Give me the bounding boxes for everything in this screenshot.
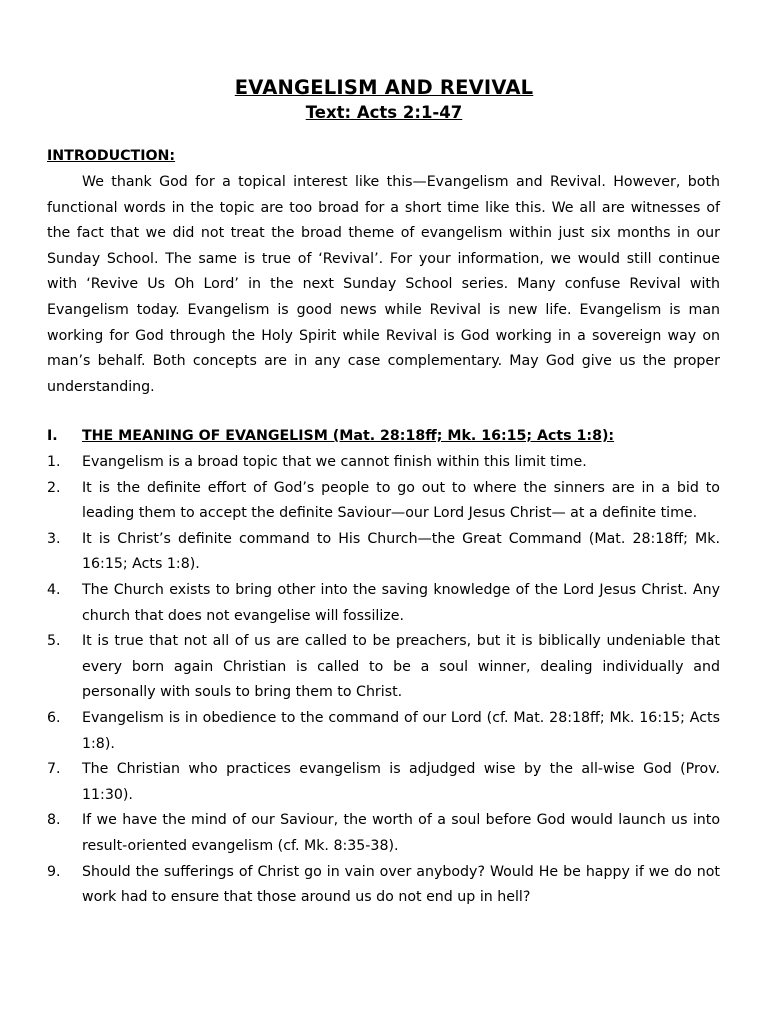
list-item-number: 1. bbox=[47, 454, 61, 470]
document-subtitle: Text: Acts 2:1-47 bbox=[305, 103, 463, 122]
list-item-number: 4. bbox=[47, 581, 61, 598]
introduction-heading: INTRODUCTION: bbox=[47, 148, 176, 164]
list-item-text: The Church exists to bring other into the saving knowledge of the Lord Jesus Christ. Any church that does not evangelise will fossilize. bbox=[82, 581, 720, 624]
list-item-number: 9. bbox=[47, 863, 61, 880]
list-item-number: 7. bbox=[47, 761, 61, 778]
list-item-text: It is true that not all of us are called to be preachers, but it is biblically undeniable that every born again Christian is called to be a soul winner, dealing individually and personally with souls to bring them to Christ. bbox=[82, 633, 720, 701]
section-number: I. bbox=[47, 428, 58, 444]
list-item bbox=[47, 578, 720, 629]
list-item bbox=[47, 476, 720, 527]
list-item-number: 3. bbox=[47, 530, 61, 547]
introduction-paragraph: We thank God for a topical interest like this—Evangelism and Revival. However, both functional words in the topic are too broad for a short time like this. We all are witnesses of the fact that we did not treat the broad theme of evangelism within just six months in our Sunday School. The same is true of ‘Revival’. For your information, we would still continue with ‘Revive Us Oh Lord’ in the next Sunday School series. Many confuse Revival with Evangelism today. Evangelism is good news while Revival is new life. Evangelism is man working for God through the Holy Spirit while Revival is God working in a sovereign way on man’s behalf. Both concepts are in any case complementary. May God give us the proper understanding. bbox=[47, 174, 720, 395]
list-item-text: It is the definite effort of God’s people to go out to where the sinners are in a bid to leading them to accept the definite Saviour—our Lord Jesus Christ— at a definite time. bbox=[82, 479, 720, 522]
list-item bbox=[47, 860, 720, 911]
list-item-text: Evangelism is in obedience to the command of our Lord (cf. Mat. 28:18ff; Mk. 16:15; Acts 1:8). bbox=[82, 709, 720, 752]
section-heading: THE MEANING OF EVANGELISM (Mat. 28:18ff; Mk. 16:15; Acts 1:8): bbox=[82, 428, 615, 444]
list-item-text: If we have the mind of our Saviour, the worth of a soul before God would launch us into result-oriented evangelism (cf. Mk. 8:35-38). bbox=[82, 812, 720, 854]
numbered-list bbox=[47, 450, 720, 911]
document-title: EVANGELISM AND REVIVAL bbox=[234, 76, 534, 99]
list-item-text: It is Christ’s definite command to His Church—the Great Command (Mat. 28:18ff; Mk. 16:15; Acts 1:8). bbox=[82, 530, 720, 573]
list-item-number: 8. bbox=[47, 812, 61, 829]
list-item bbox=[47, 629, 720, 706]
list-item bbox=[47, 706, 720, 757]
list-item bbox=[47, 527, 720, 578]
list-item-number: 6. bbox=[47, 709, 61, 726]
list-item-text: Should the sufferings of Christ go in vain over anybody? Would He be happy if we do not work had to ensure that those around us do not end up in hell? bbox=[82, 863, 720, 906]
list-item bbox=[47, 757, 720, 808]
list-item-text: Evangelism is a broad topic that we cannot finish within this limit time. bbox=[82, 454, 587, 470]
list-item-number: 2. bbox=[47, 479, 61, 496]
list-item bbox=[47, 808, 720, 859]
list-item bbox=[47, 450, 720, 476]
list-item-number: 5. bbox=[47, 633, 61, 650]
list-item-text: The Christian who practices evangelism is adjudged wise by the all-wise God (Prov. 11:30). bbox=[82, 761, 720, 803]
